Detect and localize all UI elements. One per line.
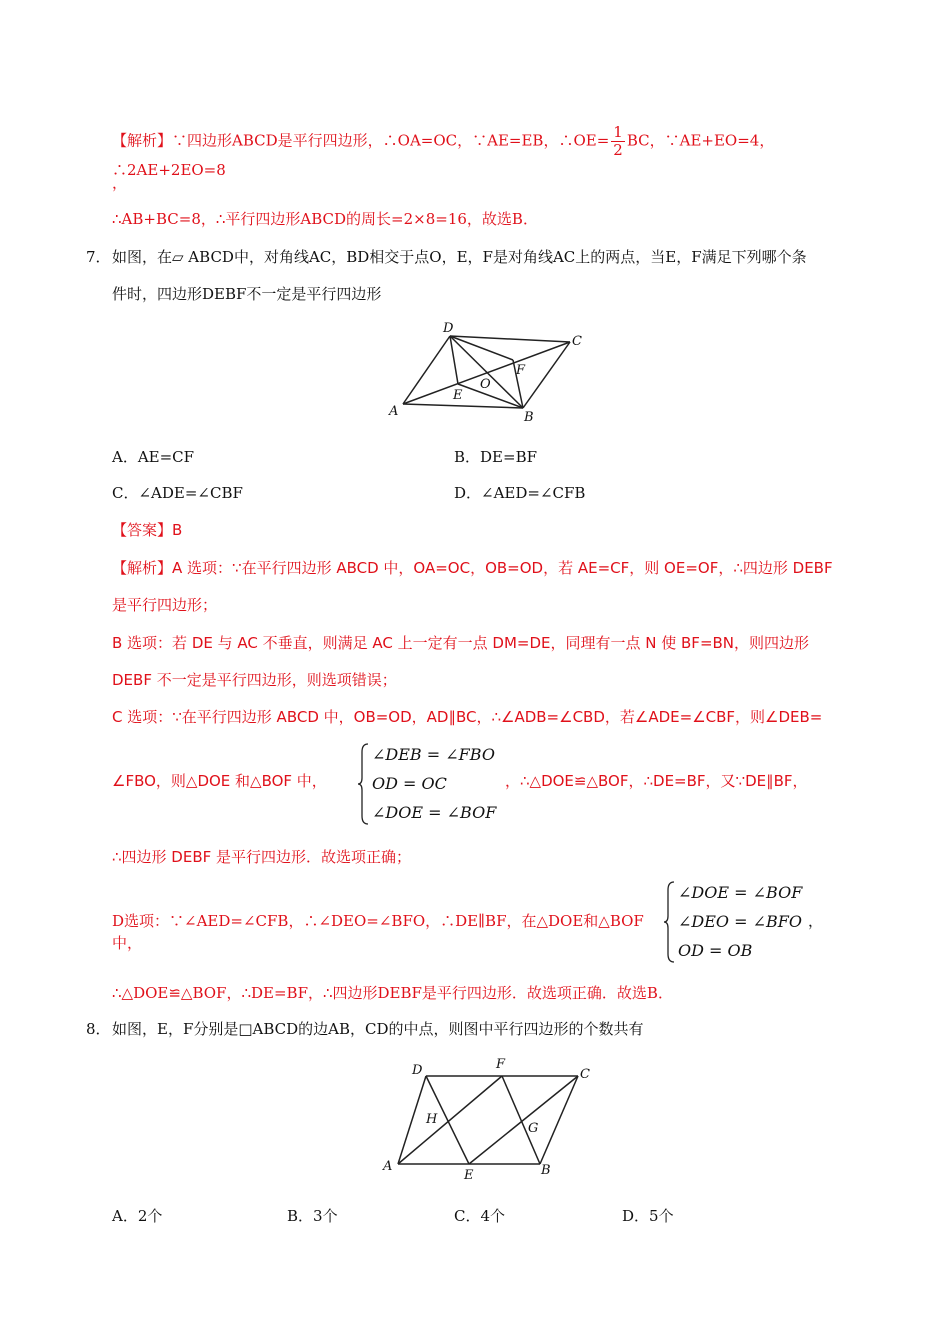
q8-stem: 如图，E，F分别是□ABCD的边AB，CD的中点，则图中平行四边形的个数共有 [112, 1020, 644, 1038]
q7-analysis-a-line1: 【解析】A 选项：∵在平行四边形 ABCD 中，OA=OC，OB=OD，若 AE=CF，则 OE=OF，∴四边形 DEBF [112, 559, 833, 577]
q8-parallelogram-figure [378, 1052, 598, 1184]
label-D: D [412, 1063, 423, 1078]
q7-answer: 【答案】B [112, 521, 183, 539]
q7-stem-line2: 件时，四边形DEBF不一定是平行四边形 [112, 285, 382, 303]
q7-analysis-d-line2: ∴△DOE≌△BOF，∴DE=BF，∴四边形DEBF是平行四边形．故选项正确．故选B． [112, 984, 673, 1002]
q7-analysis-a-line2: 是平行四边形； [112, 596, 218, 614]
q7-option-c[interactable]: C．∠ADE=∠CBF [112, 484, 243, 502]
c-eq-2: OD = OC [372, 774, 447, 793]
label-E: E [453, 388, 463, 403]
q7-stem-line1: 如图，在▱ ABCD中，对角线AC，BD相交于点O，E，F是对角线AC上的两点，当E，F满足下列哪个条 [112, 248, 807, 266]
label-C: C [580, 1067, 590, 1082]
q8-number: 8． [86, 1020, 111, 1038]
d-eq-2: ∠DEO = ∠BFO [678, 912, 802, 931]
q8-option-b[interactable]: B．3个 [287, 1207, 338, 1225]
q8-option-c[interactable]: C．4个 [454, 1207, 506, 1225]
fraction-one-half [611, 124, 625, 159]
label-D: D [443, 321, 454, 336]
q7-number: 7． [86, 248, 111, 266]
label-E: E [464, 1168, 474, 1183]
label-B: B [524, 410, 534, 425]
q7-option-d[interactable]: D．∠AED=∠CFB [454, 484, 586, 502]
c-eq-1: ∠DEB = ∠FBO [372, 745, 495, 764]
q7-analysis-c-line3: ∴四边形 DEBF 是平行四边形．故选项正确； [112, 848, 412, 866]
c-eq-3: ∠DOE = ∠BOF [372, 803, 497, 822]
label-A: A [389, 404, 399, 419]
fraction-numerator: 1 [613, 123, 623, 141]
q7-option-b[interactable]: B．DE=BF [454, 448, 537, 466]
q7-analysis-b-line1: B 选项：若 DE 与 AC 不垂直，则满足 AC 上一定有一点 DM=DE，同理有一点 N 使 BF=BN，则四边形 [112, 634, 810, 652]
q7-analysis-c-line2a: ∠FBO，则△DOE 和△BOF 中， [112, 772, 327, 790]
d-eq-3: OD = OB [678, 941, 753, 960]
q7-parallelogram-figure [380, 318, 590, 428]
q7-d-system-tail: ， [808, 912, 824, 930]
label-H: H [426, 1112, 438, 1127]
q6-analysis-line2: ∴AB+BC=8，∴平行四边形ABCD的周长=2×8=16，故选B． [112, 210, 538, 228]
c-system-brace [356, 742, 370, 826]
d-system-brace [662, 880, 676, 964]
q6-analysis-text-a: ∵四边形ABCD是平行四边形，∴OA=OC，∵AE=EB，∴OE= [172, 131, 610, 150]
q7-analysis-d-line1: D选项：∵∠AED=∠CFB，∴∠DEO=∠BFO，∴DE∥BF，在△DOE和△BOF中， [112, 912, 644, 952]
label-G: G [528, 1121, 539, 1136]
q6-analysis-tag: 【解析】 [112, 131, 173, 150]
d-eq-1: ∠DOE = ∠BOF [678, 883, 803, 902]
label-F: F [516, 363, 526, 378]
label-F: F [496, 1057, 506, 1072]
q7-analysis-c-line1: C 选项：∵在平行四边形 ABCD 中，OB=OD，AD∥BC，∴∠ADB=∠CBD，若∠ADE=∠CBF，则∠DEB= [112, 708, 823, 726]
q8-option-a[interactable]: A．2个 [112, 1207, 163, 1225]
label-A: A [383, 1159, 393, 1174]
q7-d-equation-system [678, 878, 802, 965]
fraction-denominator: 2 [613, 141, 623, 159]
q6-analysis-text-b: BC，∵AE+EO=4，∴2AE+2EO=8 [112, 131, 775, 179]
q7-c-equation-system [372, 740, 496, 827]
q7-analysis-c-line2b: ，∴△DOE≌△BOF，∴DE=BF，又∵DE∥BF， [505, 772, 808, 790]
label-B: B [541, 1163, 551, 1178]
q8-option-d[interactable]: D．5个 [622, 1207, 674, 1225]
label-O: O [480, 377, 491, 392]
label-C: C [572, 334, 582, 349]
q6-analysis-comma: ， [112, 174, 128, 192]
q7-analysis-b-line2: DEBF 不一定是平行四边形，则选项错误； [112, 671, 397, 689]
q7-option-a[interactable]: A．AE=CF [112, 448, 195, 466]
